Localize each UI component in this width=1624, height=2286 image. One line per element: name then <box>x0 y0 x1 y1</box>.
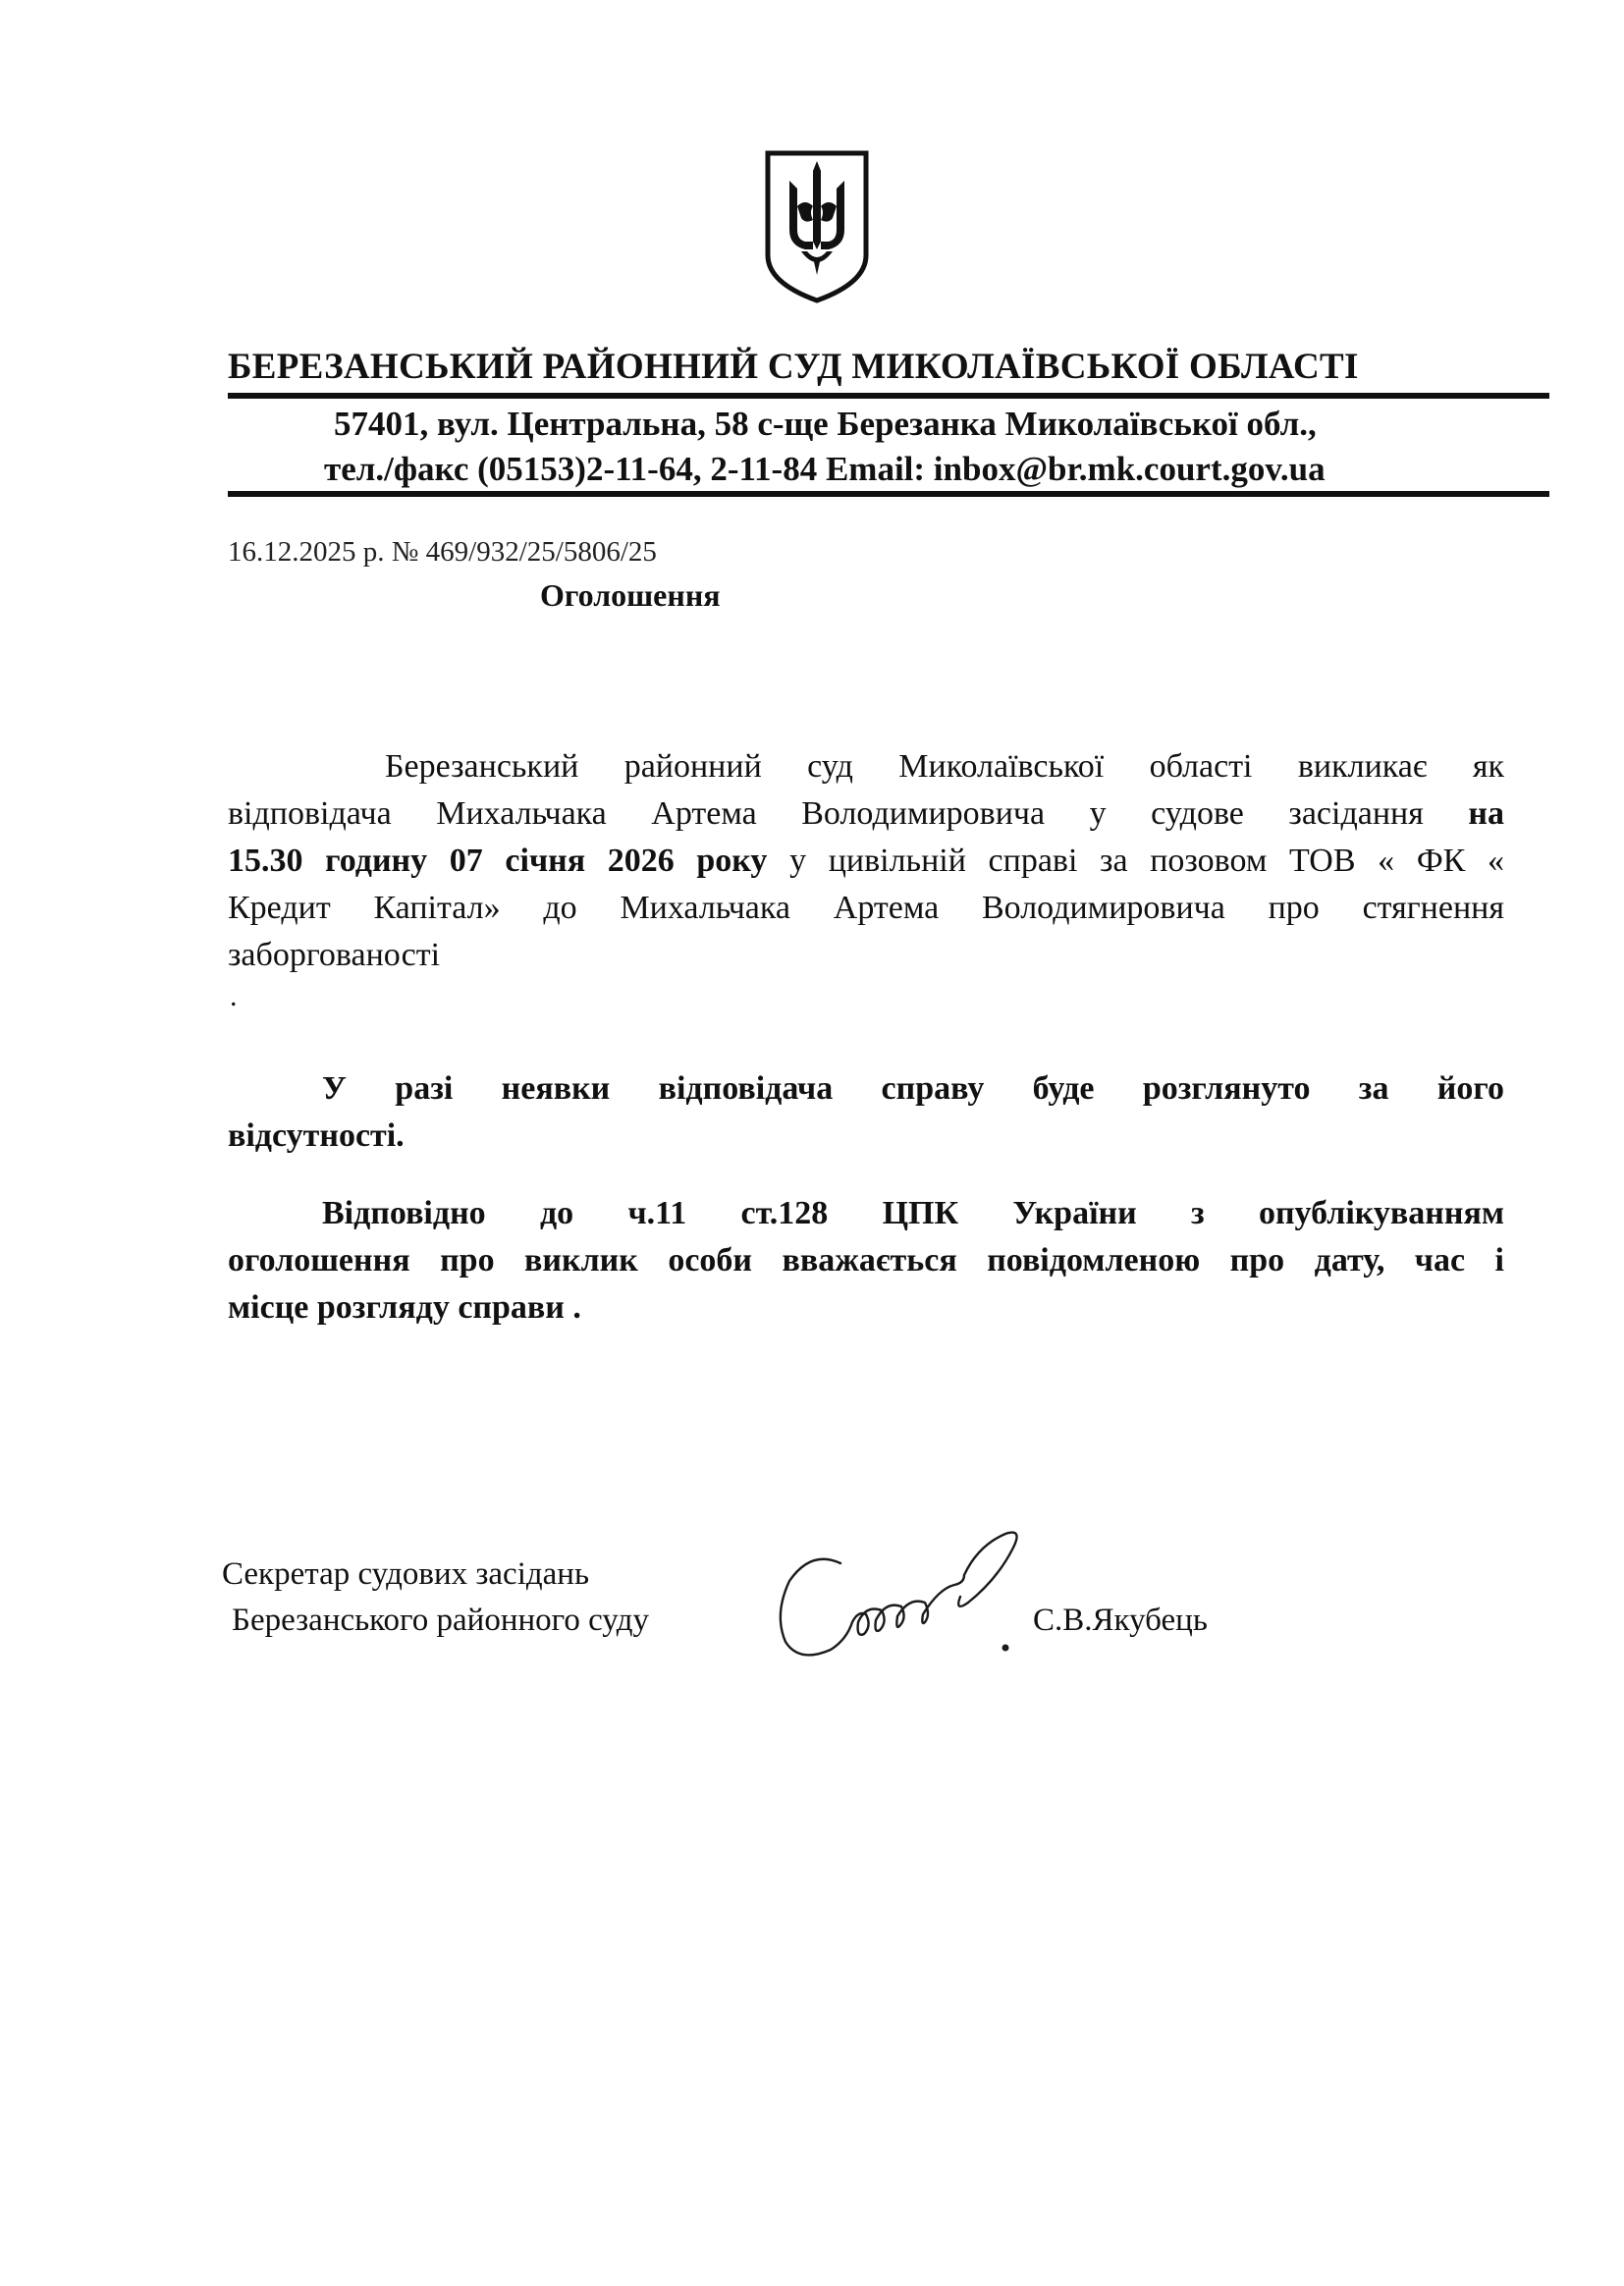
court-contacts: тел./факс (05153)2-11-64, 2-11-84 Email: inbox@br.mk.court.gov.ua <box>324 450 1326 488</box>
court-name: БЕРЕЗАНСЬКИЙ РАЙОННИЙ СУД МИКОЛАЇВСЬКОЇ ОБЛАСТІ <box>228 347 1359 387</box>
handwritten-signature-icon <box>772 1520 1056 1689</box>
signatory-court: Березанського районного суду <box>232 1603 650 1638</box>
legal-basis-paragraph <box>228 1190 1504 1332</box>
summons-line: Кредит Капітал» до Михальчака Артема Володимировича про стягнення <box>228 890 1504 926</box>
signatory-title: Секретар судових засідань <box>222 1556 590 1592</box>
summons-text: у цивільній справі за позовом ТОВ « ФК « <box>789 843 1504 879</box>
summons-line <box>228 838 1504 885</box>
absence-notice-paragraph <box>228 1065 1504 1160</box>
summons-emphasis: на <box>1468 795 1505 832</box>
summons-paragraph <box>228 743 1504 979</box>
ukraine-trident-icon <box>762 147 872 304</box>
summons-line: заборгованості <box>228 937 441 973</box>
document-reference: 16.12.2025 р. № 469/932/25/5806/25 <box>228 536 657 568</box>
court-address: 57401, вул. Центральна, 58 с-ще Березанка Миколаївської обл., <box>334 405 1317 443</box>
stray-dot: . <box>230 980 238 1012</box>
signatory-name: С.В.Якубець <box>1033 1603 1208 1638</box>
summons-line: Березанський районний суд Миколаївської області викликає як <box>385 748 1504 785</box>
header-divider <box>228 393 1549 399</box>
legal-line: оголошення про виклик особи вважається повідомленою про дату, час і <box>228 1242 1504 1279</box>
summons-text: відповідача Михальчака Артема Володимировича у судове засідання <box>228 795 1424 832</box>
notice-line: відсутності. <box>228 1117 405 1154</box>
document-title: Оголошення <box>540 577 721 613</box>
header-divider <box>228 491 1549 497</box>
legal-line: місце розгляду справи . <box>228 1289 581 1326</box>
legal-line: Відповідно до ч.11 ст.128 ЦПК України з опублікуванням <box>322 1195 1504 1231</box>
summons-line <box>228 790 1504 838</box>
notice-line: У разі неявки відповідача справу буде розглянуто за його <box>322 1070 1504 1107</box>
hearing-datetime: 15.30 годину 07 січня 2026 року <box>228 843 768 879</box>
